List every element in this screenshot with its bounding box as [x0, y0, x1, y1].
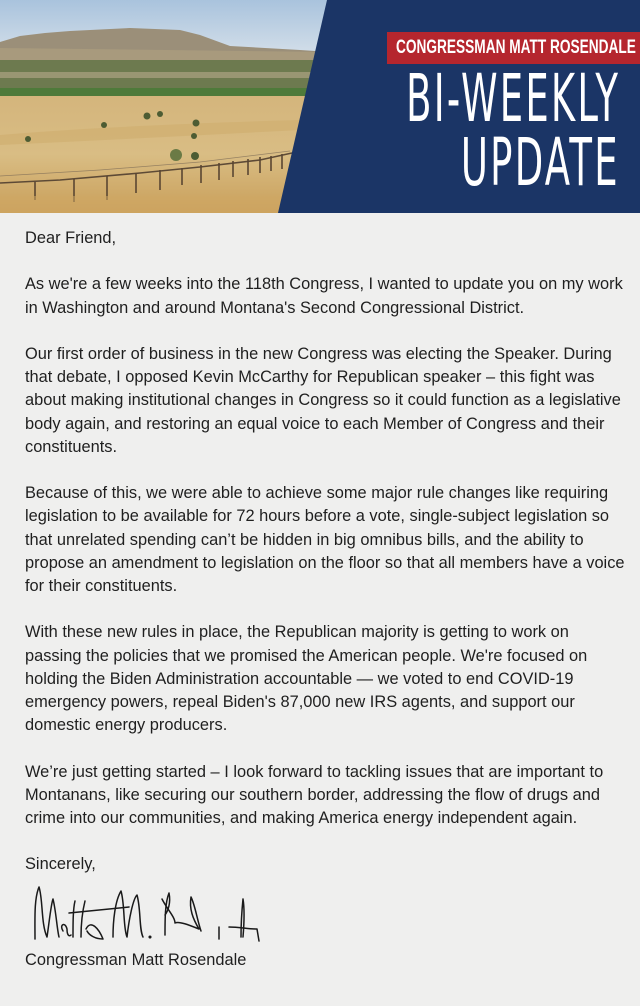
- name-banner: CONGRESSMAN MATT ROSENDALE: [396, 37, 636, 58]
- salutation: Dear Friend,: [25, 229, 117, 247]
- closing: Sincerely,: [25, 855, 96, 874]
- paragraph: We’re just getting started – I look forward to tackling issues that are important to Montanans, like securing our southern border, addressing the flow of drugs and crime into our communities, and making America energy independent again.: [25, 762, 604, 827]
- newsletter-title-line-2: UPDATE: [461, 124, 620, 201]
- signature-image: [29, 879, 309, 949]
- paragraph: With these new rules in place, the Republican majority is getting to work on passing the policies that we promised the American people. We're focused on holding the Biden Administration accountable — we voted to end COVID-19 emergency powers, repeal Biden's 87,000 new IRS agents, and support our domestic energy producers.: [25, 623, 588, 735]
- signer-name: Congressman Matt Rosendale: [25, 950, 247, 969]
- letter-body: [25, 227, 625, 995]
- newsletter-title-line-1: BI-WEEKLY: [405, 60, 620, 137]
- paragraph: As we're a few weeks into the 118th Congress, I wanted to update you on my work in Washington and around Montana's Second Congressional District.: [25, 275, 623, 317]
- header-banner: [0, 0, 640, 213]
- paragraph: Because of this, we were able to achieve some major rule changes like requiring legislation to be available for 72 hours before a vote, single-subject legislation so that unrelated spending can’t be hidden in big omnibus bills, and the ability to propose an amendment to legislation on the floor so that all members have a voice for their constituents.: [25, 484, 625, 595]
- paragraph: Our first order of business in the new Congress was electing the Speaker. During that debate, I opposed Kevin McCarthy for Republican speaker – this fight was about making institutional changes in Congress so it could function as a legislative body again, and restoring an equal voice to each Member of Congress and their constituents.: [25, 344, 621, 456]
